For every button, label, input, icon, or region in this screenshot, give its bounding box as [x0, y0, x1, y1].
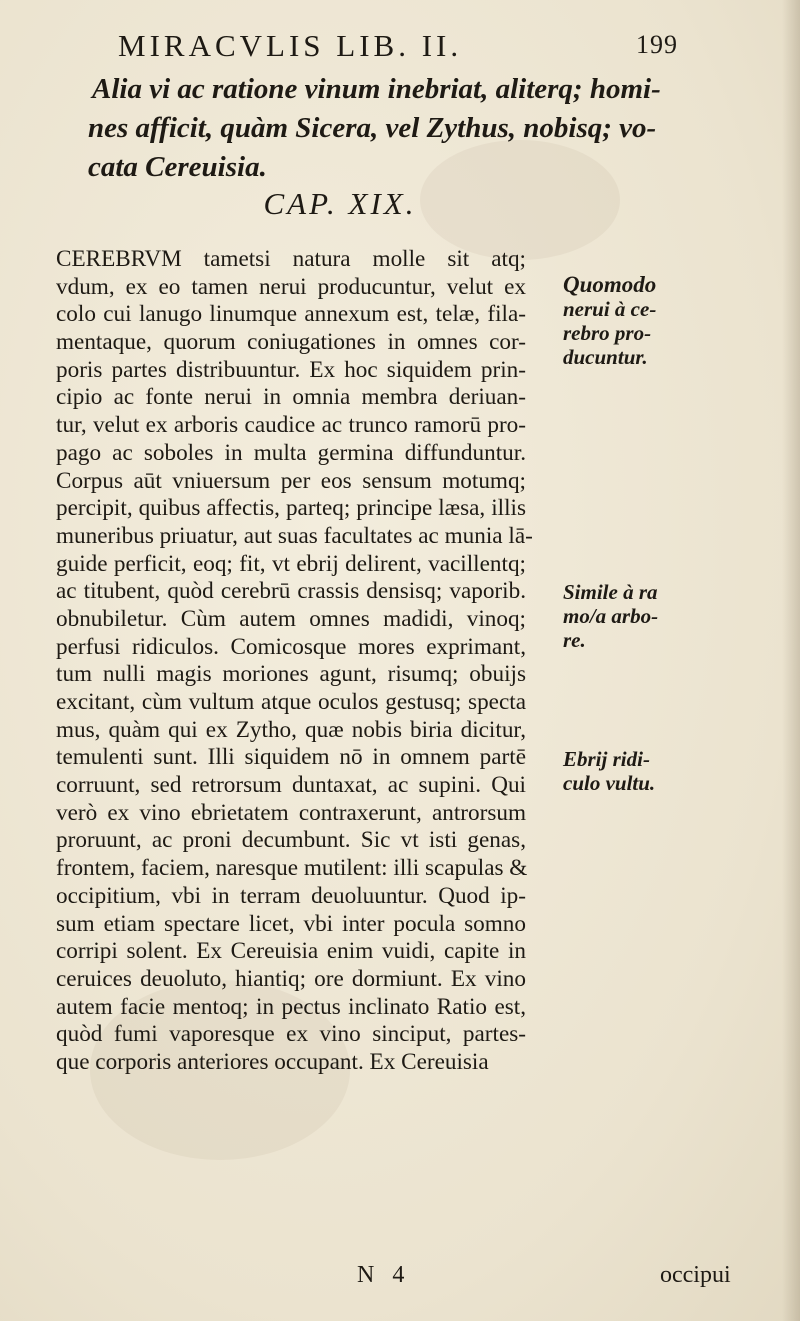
- body-line: temulenti sunt. Illi siquidem nō in omnem partē: [56, 744, 526, 771]
- body-line: perfusi ridiculos. Comicosque mores exprimant,: [56, 633, 526, 660]
- summary-line: Alia vi ac ratione vinum inebriat, aliterq; homi-: [92, 73, 661, 105]
- marginal-note-line: culo vultu.: [563, 771, 656, 795]
- marginal-note-line: Simile à ra: [563, 580, 658, 604]
- body-line: percipit, quibus affectis, parteq; principe læsa, illis: [56, 495, 526, 522]
- signature-mark: N 4: [357, 1262, 411, 1288]
- body-line: ceruices deuoluto, hiantiq; ore dormiunt. Ex vino: [56, 965, 526, 992]
- chapter-summary: [88, 70, 728, 187]
- marginal-note-line: re.: [563, 628, 586, 652]
- body-line: verò ex vino ebrietatem contraxerunt, antrorsum: [56, 799, 526, 826]
- body-text: [56, 246, 533, 1077]
- body-line: frontem, faciem, naresque mutilent: illi scapulas &: [56, 855, 528, 882]
- body-line: tum nulli magis moriones agunt, risumq; obuijs: [56, 661, 526, 688]
- body-line: guide perficit, eoq; fit, vt ebrij delirent, vacillentq;: [56, 550, 526, 577]
- marginal-note-line: rebro pro-: [563, 321, 652, 345]
- body-line: muneribus priuatur, aut suas facultates ac munia lā-: [56, 522, 533, 549]
- body-line: poris partes distribuuntur. Ex hoc siquidem prin-: [56, 356, 526, 383]
- body-line: mus, quàm qui ex Zytho, quæ nobis biria dicitur,: [56, 716, 526, 743]
- body-line: pago ac soboles in multa germina diffunduntur.: [56, 439, 526, 466]
- marginal-note-line: Ebrij ridi-: [563, 747, 650, 771]
- body-line: obnubiletur. Cùm autem omnes madidi, vinoq;: [56, 605, 526, 632]
- body-line: occipitium, vbi in terram deuoluuntur. Quod ip-: [56, 882, 526, 909]
- body-line: que corporis anteriores occupant. Ex Cereuisia: [56, 1048, 489, 1075]
- body-line: CEREBRVM tametsi natura molle sit atq;: [56, 246, 526, 272]
- marginal-note-line: nerui à ce-: [563, 297, 657, 321]
- marginal-note-simile: [563, 580, 743, 652]
- body-line: colo cui lanugo linumque annexum est, telæ, fila-: [56, 301, 526, 328]
- catchword: occipui: [660, 1262, 731, 1288]
- body-line: mentaque, quorum coniugationes in omnes cor-: [56, 329, 526, 356]
- marginal-note-line: mo/a arbo-: [563, 604, 659, 628]
- body-line: Corpus aūt vniuersum per eos sensum motumq;: [56, 467, 526, 494]
- page-number: 199: [636, 30, 678, 59]
- body-line: corruunt, sed retrorsum duntaxat, ac supini. Qui: [56, 772, 526, 799]
- body-line: proruunt, ac proni decumbunt. Sic vt isti genas,: [56, 827, 526, 854]
- body-line: ac titubent, quòd cerebrū crassis densisq; vaporib.: [56, 578, 526, 605]
- running-head-title: MIRACVLIS LIB. II.: [118, 28, 463, 63]
- summary-line: nes afficit, quàm Sicera, vel Zythus, nobisq; vo-: [88, 112, 657, 144]
- body-line: sum etiam spectare licet, vbi inter pocula somno: [56, 910, 526, 937]
- body-line: vdum, ex eo tamen nerui producuntur, velut ex: [56, 273, 526, 300]
- body-line: excitant, cùm vultum atque oculos gestusq; specta: [56, 689, 526, 715]
- body-line: autem facie mentoq; in pectus inclinato Ratio est,: [56, 993, 526, 1020]
- chapter-heading-text: CAP. XIX.: [263, 186, 417, 221]
- marginal-note-line: ducuntur.: [563, 345, 648, 369]
- body-line: quòd fumi vaporesque ex vino sinciput, partes-: [56, 1021, 526, 1048]
- marginal-note-ebrij: [563, 747, 743, 795]
- summary-line: cata Cereuisia.: [88, 151, 267, 183]
- marginal-note-line: Quomodo: [563, 272, 657, 297]
- body-line: corripi solent. Ex Cereuisia enim vuidi, capite in: [56, 938, 526, 965]
- running-head: [118, 28, 678, 64]
- chapter-heading: [0, 186, 800, 222]
- body-line: cipio ac fonte nerui in omnia membra deriuan-: [56, 384, 526, 411]
- marginal-note-quomodo: [563, 273, 743, 369]
- body-line: tur, velut ex arboris caudice ac trunco ramorū pro-: [56, 412, 526, 439]
